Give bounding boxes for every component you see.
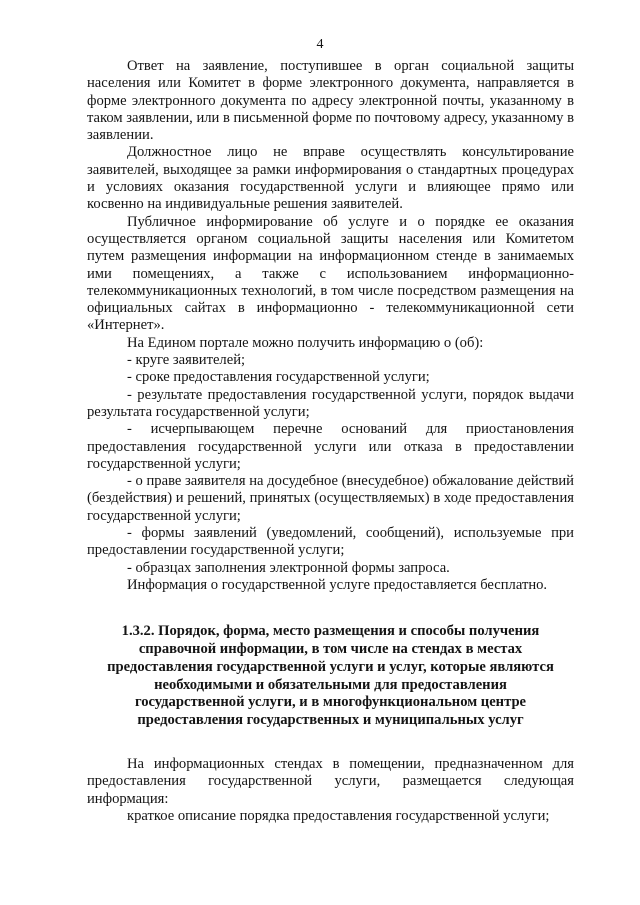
section-heading (87, 623, 574, 730)
section-heading-line: предоставления государственных и муниципальных услуг (137, 712, 524, 729)
spacer (87, 730, 574, 756)
section-heading-line: справочной информации, в том числе на стендах в местах (138, 641, 523, 657)
list-item: - результате предоставления государственной услуги, порядок выдачи результата государственной услуги; (87, 386, 574, 420)
list-item: - исчерпывающем перечне оснований для приостановления предоставления государственной услуги или отказа в предоставлении государственной услуги; (87, 421, 574, 472)
list-item: - сроке предоставления государственной услуги; (127, 369, 430, 386)
section-heading-line: необходимыми и обязательными для предоставления (154, 676, 507, 693)
list-item: - образцах заполнения электронной формы запроса. (127, 559, 450, 576)
section-heading-line: государственной услуги, и в многофункциональном центре (134, 694, 527, 711)
paragraph-response: Ответ на заявление, поступившее в орган социальной защиты населения или Комитет в форме электронного документа, направляется в форме электронного документа по адресу электронной почты, указанному в таком заявлении, или в письменной форме по почтовому адресу, указанному в заявлении. (87, 58, 574, 144)
paragraph-free-of-charge: Информация о государственной услуге предоставляется бесплатно. (127, 576, 548, 593)
section-heading-line: 1.3.2. Порядок, форма, место размещения и способы получения (121, 623, 540, 640)
list-item: - круге заявителей; (127, 352, 246, 369)
paragraph-public-informing: Публичное информирование об услуге и о порядке ее оказания осуществляется органом социальной защиты населения или Комитетом путем размещения информации на информационном стенде в занимаемых ими помещениях, а также с использованием информационно-телекоммуникационных технологий, в том числе посредством размещения на официальных сайтах в информационно - телекоммуникационной сети «Интернет». (87, 213, 574, 334)
document-body (87, 58, 574, 825)
list-item: - формы заявлений (уведомлений, сообщений), используемые при предоставлении государственной услуги; (87, 525, 574, 559)
paragraph-stands-info: На информационных стендах в помещении, предназначенном для предоставления государственной услуги, размещается следующая информация: (87, 755, 574, 807)
portal-info-list (87, 352, 574, 577)
paragraph-consulting-limits: Должностное лицо не вправе осуществлять консультирование заявителей, выходящее за рамки информирования о стандартных процедурах и условиях оказания государственной услуги и влияющее прямо или косвенно на индивидуальные решения заявителей. (87, 144, 574, 213)
paragraph-portal-intro: На Едином портале можно получить информацию о (об): (127, 334, 484, 351)
section-heading-line: предоставления государственной услуги и услуг, которые являются (107, 658, 554, 675)
page-number: 4 (316, 37, 324, 52)
paragraph-procedure-description: краткое описание порядка предоставления государственной услуги; (127, 807, 550, 824)
list-item: - о праве заявителя на досудебное (внесудебное) обжалование действий (бездействия) и решений, принятых (осуществляемых) в ходе предоставления государственной услуги; (87, 473, 574, 524)
